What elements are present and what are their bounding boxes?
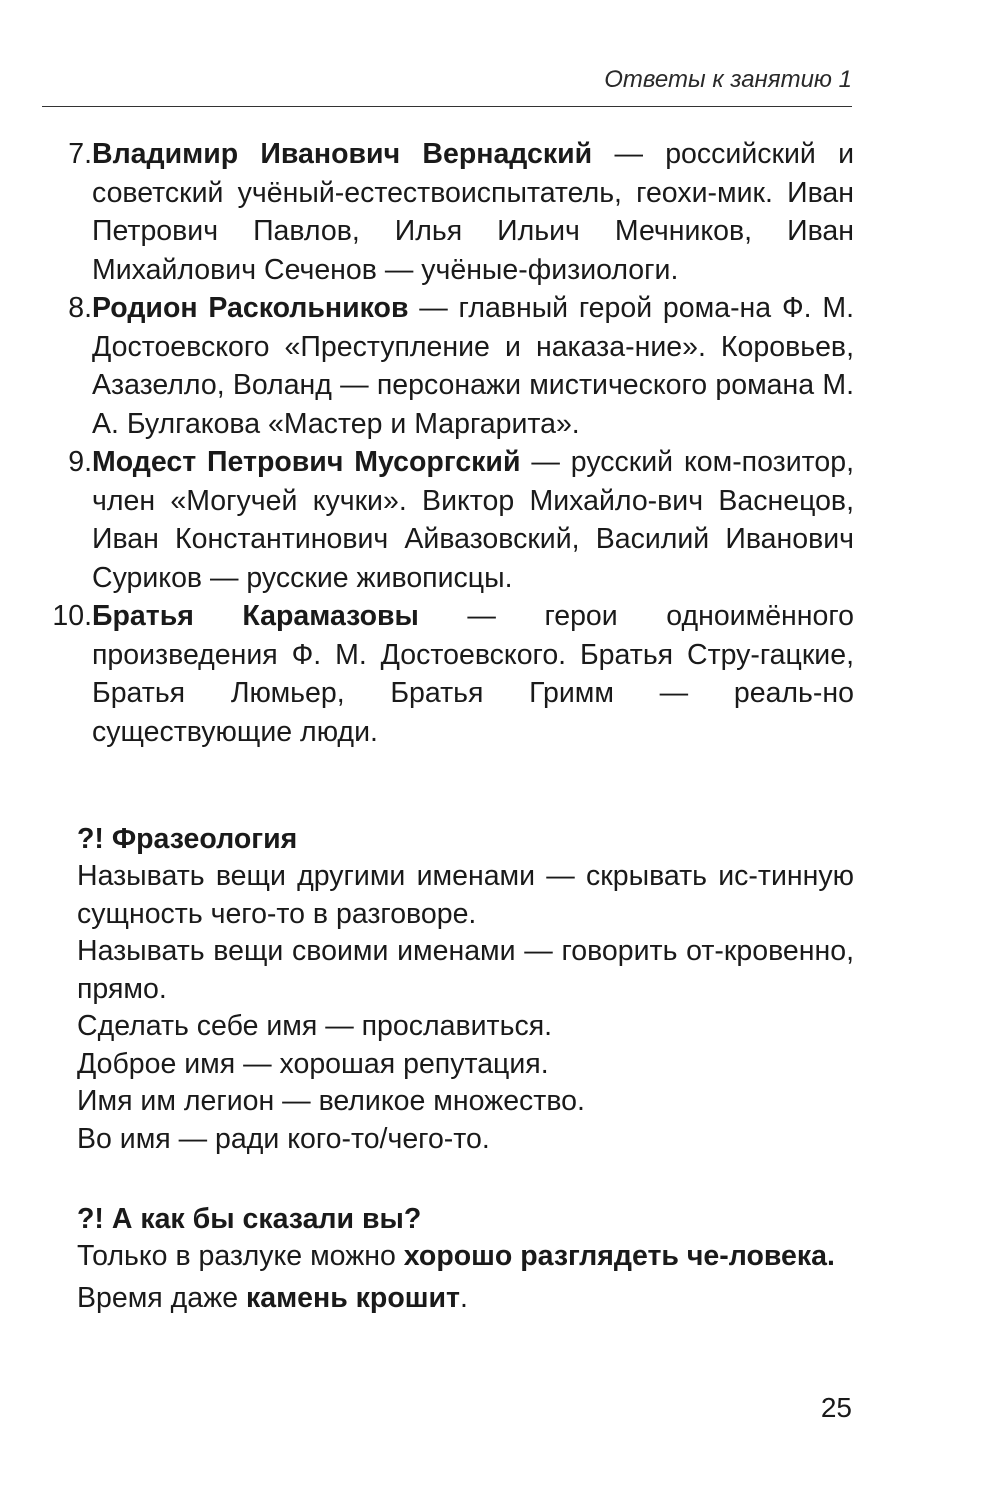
answer-bold: Владимир Иванович Вернадский [92, 138, 593, 170]
answer-number: 8. [68, 292, 92, 324]
phraseology-section [77, 820, 854, 1158]
phrase-line: Доброе имя — хорошая репутация. [77, 1047, 549, 1080]
answer-rest: — герои одноимённого произведения Ф. М. Достоевского. Братья Стру-гацкие, Братья Люмьер, Братья Гримм — реаль-но существующие люди. [92, 600, 854, 748]
section-title: ?! А как бы сказали вы? [77, 1203, 422, 1235]
saying-line [77, 1238, 854, 1276]
phrase-line: Называть вещи своими именами — говорить от-кровенно, прямо. [77, 935, 854, 1005]
phrase-line: Имя им легион — великое множество. [77, 1085, 585, 1117]
answer-item [42, 289, 854, 443]
answer-text [92, 443, 854, 597]
saying-bold: камень крошит [245, 1281, 460, 1314]
saying-end: . [459, 1281, 468, 1314]
how-say-section [77, 1200, 854, 1317]
answer-item [42, 597, 854, 751]
saying-bold: хорошо разглядеть че-ловека. [403, 1240, 835, 1272]
saying-plain: Время даже [77, 1281, 246, 1314]
section-title: ?! Фразеология [77, 823, 298, 855]
answer-number: 10. [52, 600, 92, 632]
answer-bold: Братья Карамазовы [92, 600, 419, 632]
phrase-line: Называть вещи другими именами — скрывать ис-тинную сущность чего-то в разговоре. [77, 860, 854, 930]
answer-rest: — главный герой рома-на Ф. М. Достоевского «Преступление и наказа-ние». Коровьев, Азазелло, Воланд — персонажи мистического романа М. А. Булгакова «Мастер и Маргарита». [92, 292, 854, 440]
phrase-line: Во имя — ради кого-то/чего-то. [77, 1122, 490, 1155]
page-number: 25 [820, 1392, 852, 1423]
answer-text [92, 289, 854, 443]
saying-line [77, 1280, 854, 1318]
saying-plain: Только в разлуке можно [77, 1240, 404, 1272]
answer-item [42, 135, 854, 289]
header-rule [42, 106, 852, 107]
answer-item [42, 443, 854, 597]
phrase-line: Сделать себе имя — прославиться. [77, 1010, 553, 1042]
answer-bold: Родион Раскольников [92, 292, 409, 324]
answer-bold: Модест Петрович Мусоргский [92, 446, 521, 478]
running-head: Ответы к занятию 1 [604, 66, 852, 93]
answers-list [42, 135, 854, 751]
answer-number: 9. [68, 446, 92, 478]
answer-rest: — русский ком-позитор, член «Могучей кучки». Виктор Михайло-вич Васнецов, Иван Константинович Айвазовский, Василий Иванович Суриков — русские живописцы. [92, 446, 854, 594]
answer-text [92, 135, 854, 289]
answer-rest: — российский и советский учёный-естествоиспытатель, геохи-мик. Иван Петрович Павлов, Илья Ильич Мечников, Иван Михайлович Сеченов — учёные-физиологи. [92, 138, 854, 286]
answer-number: 7. [68, 138, 92, 170]
answer-text [92, 597, 854, 751]
